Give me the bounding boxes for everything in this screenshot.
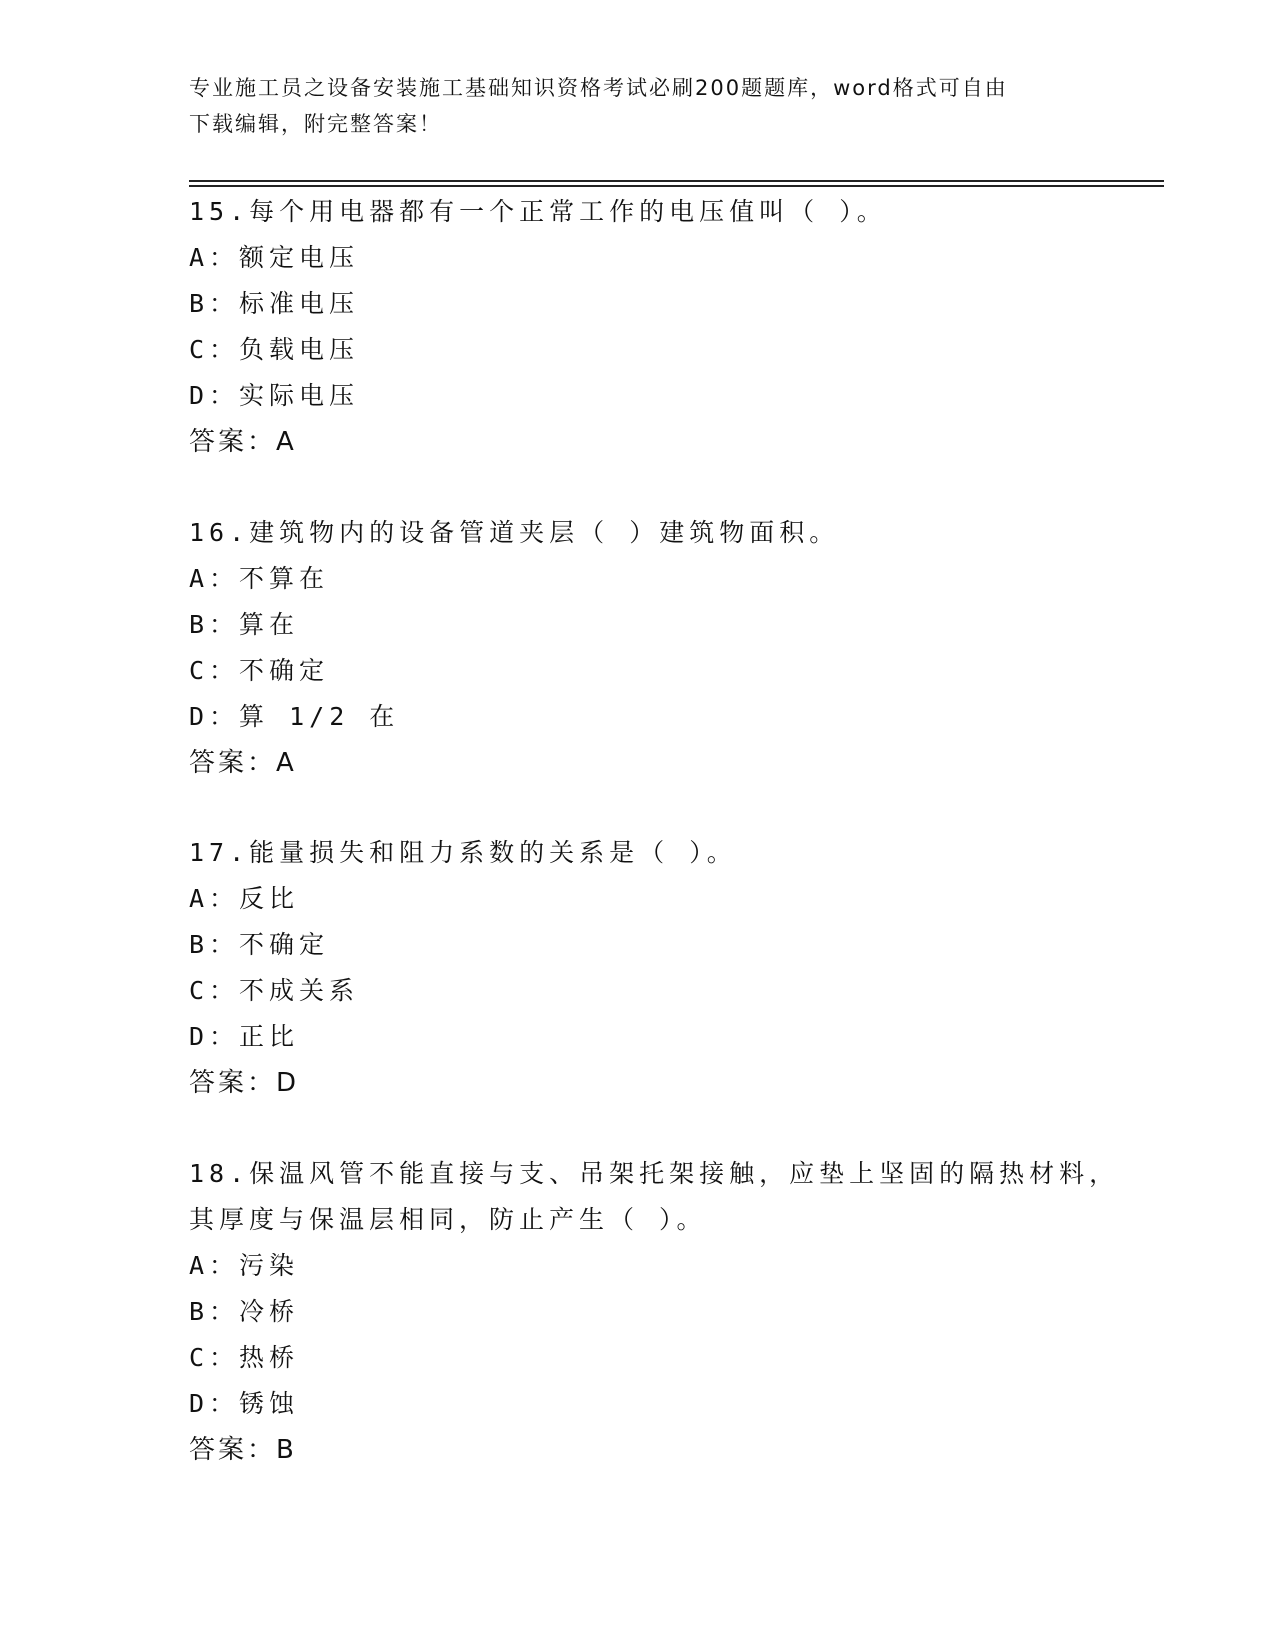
option-d: D：实际电压 <box>189 381 360 410</box>
question-block <box>189 830 1089 1106</box>
document-header <box>189 70 1089 142</box>
question-block <box>189 1151 1120 1473</box>
option-a: A：污染 <box>189 1251 300 1280</box>
header-divider-top <box>189 180 1164 182</box>
answer-line: 答案：B <box>189 1435 297 1465</box>
option-a: A：不算在 <box>189 564 330 593</box>
question-stem-line-1: 18.保温风管不能直接与支、吊架托架接触，应垫上坚固的隔热材料， <box>189 1159 1120 1188</box>
answer-line: 答案：A <box>189 748 297 778</box>
option-a: A：反比 <box>189 884 300 913</box>
option-b: B：不确定 <box>189 930 330 959</box>
option-d: D：算 1/2 在 <box>189 702 400 731</box>
question-stem: 15.每个用电器都有一个正常工作的电压值叫（ ）。 <box>189 197 887 226</box>
header-line-2: 下载编辑，附完整答案！ <box>189 112 442 136</box>
question-block <box>189 189 1089 465</box>
option-c: C：不确定 <box>189 656 330 685</box>
answer-line: 答案：A <box>189 427 297 457</box>
question-block <box>189 510 1089 786</box>
option-d: D：锈蚀 <box>189 1389 300 1418</box>
option-a: A：额定电压 <box>189 243 360 272</box>
option-d: D：正比 <box>189 1022 300 1051</box>
option-c: C：热桥 <box>189 1343 300 1372</box>
option-b: B：算在 <box>189 610 300 639</box>
question-stem: 17.能量损失和阻力系数的关系是（ ）。 <box>189 838 737 867</box>
option-b: B：冷桥 <box>189 1297 300 1326</box>
header-divider-bottom <box>189 185 1164 187</box>
option-c: C：不成关系 <box>189 976 360 1005</box>
question-stem: 16.建筑物内的设备管道夹层（ ）建筑物面积。 <box>189 518 840 547</box>
question-stem-line-2: 其厚度与保温层相同，防止产生（ ）。 <box>189 1205 707 1234</box>
header-line-1: 专业施工员之设备安装施工基础知识资格考试必刷200题题库，word格式可自由 <box>189 76 1008 100</box>
option-c: C：负载电压 <box>189 335 360 364</box>
option-b: B：标准电压 <box>189 289 360 318</box>
answer-line: 答案：D <box>189 1068 300 1098</box>
